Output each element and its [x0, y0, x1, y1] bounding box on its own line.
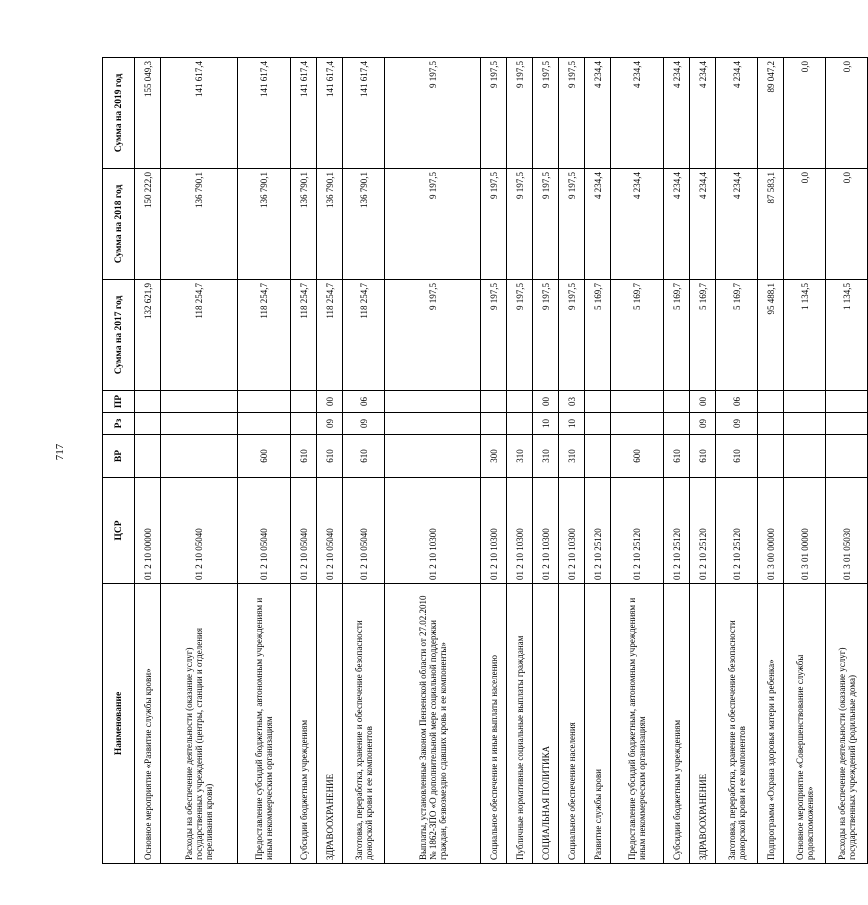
cell-csr: 01 3 01 00000	[784, 478, 826, 584]
table-row	[664, 58, 690, 864]
cell-name: Подпрограмма «Охрана здоровья матери и ребенка»	[758, 584, 784, 864]
cell-sum-2017: 5 169,7	[664, 280, 690, 391]
cell-sum-2017: 118 254,7	[161, 280, 238, 391]
table-row	[611, 58, 664, 864]
cell-sum-2019: 9 197,5	[559, 58, 585, 169]
cell-sum-2019: 9 197,5	[481, 58, 507, 169]
cell-vr	[826, 435, 868, 478]
cell-name: Выплаты, установленные Законом Пензенской области от 27.02.2010 № 1862-ЗПО «О дополнительной мере социальной поддержки граждан, безвозмездно сдавших кровь и ее компоненты»	[385, 584, 481, 864]
cell-sum-2017: 9 197,5	[559, 280, 585, 391]
cell-pr: 00	[533, 391, 559, 413]
cell-pr: 03	[559, 391, 585, 413]
cell-sum-2018: 87 583,1	[758, 169, 784, 280]
cell-sum-2019: 9 197,5	[507, 58, 533, 169]
header-sum-2019: Сумма на 2019 год	[103, 58, 135, 169]
cell-sum-2019: 9 197,5	[533, 58, 559, 169]
cell-csr: 01 2 10 10300	[559, 478, 585, 584]
cell-name: ЗДРАВООХРАНЕНИЕ	[317, 584, 343, 864]
cell-name: Социальное обеспечение населения	[559, 584, 585, 864]
cell-sum-2017: 9 197,5	[533, 280, 559, 391]
cell-sum-2019: 0,0	[784, 58, 826, 169]
cell-csr: 01 2 10 25120	[611, 478, 664, 584]
cell-vr	[161, 435, 238, 478]
cell-sum-2018: 4 234,4	[585, 169, 611, 280]
header-csr: ЦСР	[103, 478, 135, 584]
cell-name: Основное мероприятие «Развитие службы крови»	[135, 584, 161, 864]
cell-vr	[784, 435, 826, 478]
cell-vr	[758, 435, 784, 478]
cell-csr: 01 2 10 00000	[135, 478, 161, 584]
cell-pr	[161, 391, 238, 413]
cell-rz	[238, 413, 291, 435]
cell-vr: 310	[559, 435, 585, 478]
cell-name: СОЦИАЛЬНАЯ ПОЛИТИКА	[533, 584, 559, 864]
cell-pr	[585, 391, 611, 413]
cell-vr: 610	[317, 435, 343, 478]
header-rz: Рз	[103, 413, 135, 435]
cell-csr: 01 2 10 05040	[317, 478, 343, 584]
cell-rz	[585, 413, 611, 435]
cell-sum-2018: 136 790,1	[343, 169, 385, 280]
cell-csr: 01 2 10 10300	[533, 478, 559, 584]
cell-name: Основное мероприятие «Совершенствование службы родовспоможения»	[784, 584, 826, 864]
cell-name: Предоставление субсидий бюджетным, автономным учреждениям и иным некоммерческим организациям	[238, 584, 291, 864]
table-header-row	[103, 58, 135, 864]
cell-rz	[507, 413, 533, 435]
cell-name: Расходы на обеспечение деятельности (оказание услуг) государственных учреждений (родильные дома)	[826, 584, 868, 864]
cell-sum-2019: 9 197,5	[385, 58, 481, 169]
table-row	[533, 58, 559, 864]
cell-sum-2018: 0,0	[826, 169, 868, 280]
table-row	[784, 58, 826, 864]
cell-sum-2019: 89 047,2	[758, 58, 784, 169]
cell-sum-2018: 9 197,5	[533, 169, 559, 280]
cell-vr	[385, 435, 481, 478]
cell-sum-2019: 141 617,4	[317, 58, 343, 169]
cell-sum-2019: 4 234,4	[664, 58, 690, 169]
cell-rz	[826, 413, 868, 435]
cell-csr: 01 2 10 05040	[343, 478, 385, 584]
cell-name: Заготовка, переработка, хранение и обеспечение безопасности донорской крови и ее компонентов	[716, 584, 758, 864]
table-row	[481, 58, 507, 864]
cell-vr: 610	[690, 435, 716, 478]
cell-pr	[826, 391, 868, 413]
table-row	[690, 58, 716, 864]
cell-vr: 300	[481, 435, 507, 478]
cell-rz	[611, 413, 664, 435]
cell-name: Развитие службы крови	[585, 584, 611, 864]
table-row	[343, 58, 385, 864]
header-pr: ПР	[103, 391, 135, 413]
cell-sum-2017: 5 169,7	[611, 280, 664, 391]
cell-vr: 610	[343, 435, 385, 478]
cell-sum-2018: 4 234,4	[690, 169, 716, 280]
table-row	[507, 58, 533, 864]
cell-sum-2017: 1 134,5	[784, 280, 826, 391]
cell-rz	[481, 413, 507, 435]
cell-rz	[135, 413, 161, 435]
cell-pr	[238, 391, 291, 413]
cell-csr: 01 2 10 25120	[690, 478, 716, 584]
table-row	[135, 58, 161, 864]
table-row	[559, 58, 585, 864]
table-row	[238, 58, 291, 864]
cell-sum-2018: 9 197,5	[385, 169, 481, 280]
header-sum-2017: Сумма на 2017 год	[103, 280, 135, 391]
cell-vr	[585, 435, 611, 478]
cell-csr: 01 2 10 10300	[385, 478, 481, 584]
cell-csr: 01 2 10 25120	[585, 478, 611, 584]
cell-vr: 600	[611, 435, 664, 478]
cell-pr: 06	[716, 391, 758, 413]
header-vr: ВР	[103, 435, 135, 478]
cell-rz	[385, 413, 481, 435]
cell-sum-2017: 5 169,7	[585, 280, 611, 391]
cell-rz	[664, 413, 690, 435]
cell-sum-2017: 9 197,5	[385, 280, 481, 391]
cell-pr	[481, 391, 507, 413]
cell-sum-2018: 136 790,1	[161, 169, 238, 280]
cell-sum-2018: 4 234,4	[611, 169, 664, 280]
cell-pr: 06	[343, 391, 385, 413]
cell-sum-2019: 4 234,4	[690, 58, 716, 169]
cell-sum-2018: 136 790,1	[291, 169, 317, 280]
cell-sum-2018: 9 197,5	[559, 169, 585, 280]
cell-sum-2019: 141 617,4	[238, 58, 291, 169]
table-row	[585, 58, 611, 864]
cell-sum-2019: 4 234,4	[611, 58, 664, 169]
cell-csr: 01 2 10 05040	[161, 478, 238, 584]
table-row	[317, 58, 343, 864]
cell-csr: 01 2 10 25120	[664, 478, 690, 584]
cell-sum-2017: 5 169,7	[690, 280, 716, 391]
cell-sum-2019: 4 234,4	[585, 58, 611, 169]
cell-name: Социальное обеспечение и иные выплаты населению	[481, 584, 507, 864]
table-row	[758, 58, 784, 864]
cell-sum-2017: 9 197,5	[481, 280, 507, 391]
cell-vr: 310	[507, 435, 533, 478]
cell-pr	[758, 391, 784, 413]
cell-sum-2017: 132 621,9	[135, 280, 161, 391]
cell-sum-2018: 150 222,0	[135, 169, 161, 280]
cell-vr	[135, 435, 161, 478]
table-row	[385, 58, 481, 864]
cell-csr: 01 3 00 00000	[758, 478, 784, 584]
header-name: Наименование	[103, 584, 135, 864]
cell-name: Заготовка, переработка, хранение и обеспечение безопасности донорской крови и ее компонентов	[343, 584, 385, 864]
header-sum-2018: Сумма на 2018 год	[103, 169, 135, 280]
cell-csr: 01 2 10 25120	[716, 478, 758, 584]
cell-rz: 10	[533, 413, 559, 435]
cell-name: ЗДРАВООХРАНЕНИЕ	[690, 584, 716, 864]
cell-sum-2017: 1 134,5	[826, 280, 868, 391]
cell-rz	[784, 413, 826, 435]
cell-sum-2017: 95 488,1	[758, 280, 784, 391]
cell-sum-2018: 0,0	[784, 169, 826, 280]
cell-rz	[161, 413, 238, 435]
cell-sum-2018: 9 197,5	[481, 169, 507, 280]
cell-vr: 310	[533, 435, 559, 478]
cell-sum-2017: 118 254,7	[343, 280, 385, 391]
cell-pr	[784, 391, 826, 413]
cell-name: Субсидии бюджетным учреждениям	[664, 584, 690, 864]
cell-sum-2018: 4 234,4	[716, 169, 758, 280]
cell-sum-2018: 136 790,1	[238, 169, 291, 280]
cell-csr: 01 2 10 10300	[507, 478, 533, 584]
cell-csr: 01 2 10 05040	[291, 478, 317, 584]
cell-rz	[291, 413, 317, 435]
cell-name: Предоставление субсидий бюджетным, автономным учреждениям и иным некоммерческим организациям	[611, 584, 664, 864]
cell-sum-2018: 136 790,1	[317, 169, 343, 280]
cell-sum-2018: 9 197,5	[507, 169, 533, 280]
cell-rz: 09	[343, 413, 385, 435]
cell-name: Публичные нормативные социальные выплаты гражданам	[507, 584, 533, 864]
rotated-table-container	[102, 58, 857, 864]
table-row	[716, 58, 758, 864]
table-row	[161, 58, 238, 864]
budget-table	[102, 57, 868, 864]
cell-pr	[385, 391, 481, 413]
table-row	[826, 58, 868, 864]
cell-sum-2019: 141 617,4	[161, 58, 238, 169]
cell-vr: 610	[664, 435, 690, 478]
cell-sum-2017: 118 254,7	[317, 280, 343, 391]
cell-sum-2018: 4 234,4	[664, 169, 690, 280]
cell-sum-2019: 141 617,4	[343, 58, 385, 169]
table-row	[291, 58, 317, 864]
cell-pr: 00	[317, 391, 343, 413]
cell-sum-2017: 118 254,7	[291, 280, 317, 391]
cell-rz: 09	[716, 413, 758, 435]
cell-sum-2019: 141 617,4	[291, 58, 317, 169]
cell-vr: 600	[238, 435, 291, 478]
rotated-page-area	[102, 58, 857, 864]
cell-rz	[758, 413, 784, 435]
cell-sum-2017: 118 254,7	[238, 280, 291, 391]
cell-pr	[611, 391, 664, 413]
cell-sum-2019: 0,0	[826, 58, 868, 169]
cell-name: Расходы на обеспечение деятельности (оказание услуг) государственных учреждений (центры, станции и отделения переливания крови)	[161, 584, 238, 864]
cell-csr: 01 2 10 10300	[481, 478, 507, 584]
cell-rz: 10	[559, 413, 585, 435]
cell-pr: 00	[690, 391, 716, 413]
cell-rz: 09	[690, 413, 716, 435]
cell-vr: 610	[291, 435, 317, 478]
cell-csr: 01 2 10 05040	[238, 478, 291, 584]
page-number: 717	[54, 443, 66, 461]
cell-csr: 01 3 01 05030	[826, 478, 868, 584]
cell-sum-2017: 5 169,7	[716, 280, 758, 391]
cell-rz: 09	[317, 413, 343, 435]
cell-pr	[291, 391, 317, 413]
cell-name: Субсидии бюджетным учреждениям	[291, 584, 317, 864]
cell-pr	[507, 391, 533, 413]
cell-vr: 610	[716, 435, 758, 478]
cell-pr	[135, 391, 161, 413]
cell-pr	[664, 391, 690, 413]
cell-sum-2019: 155 049,3	[135, 58, 161, 169]
cell-sum-2019: 4 234,4	[716, 58, 758, 169]
cell-sum-2017: 9 197,5	[507, 280, 533, 391]
